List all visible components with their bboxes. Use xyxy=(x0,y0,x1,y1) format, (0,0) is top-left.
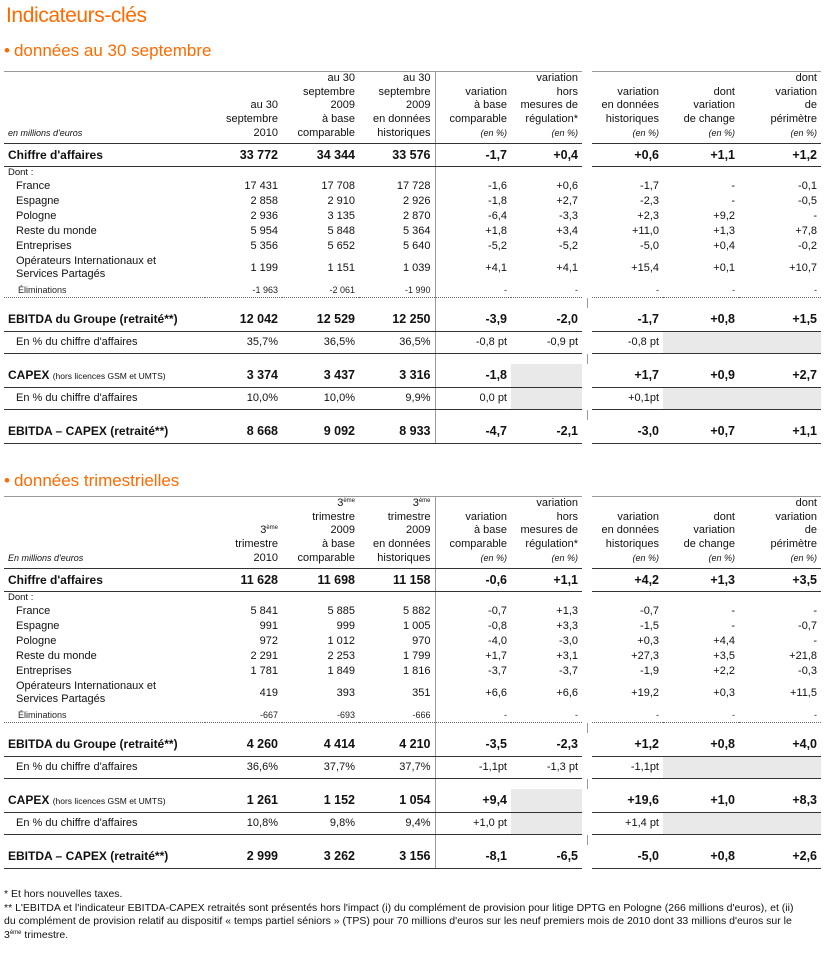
cell-empty xyxy=(739,331,821,353)
cell-value: +4,2 xyxy=(587,568,663,591)
column-header: variation en données historiques (en %) xyxy=(587,72,663,144)
row-label: CAPEX (hors licences GSM et UMTS) xyxy=(4,364,205,387)
cell-value: 36,6% xyxy=(205,756,282,778)
cell-value: +0,4 xyxy=(511,143,587,166)
table-header xyxy=(4,497,821,569)
cell-value: +1,4 pt xyxy=(587,812,663,834)
row-label: Reste du monde xyxy=(16,649,97,662)
cell-value: +0,8 xyxy=(663,308,739,331)
cell-value: +4,1 xyxy=(435,253,511,283)
cell-value: 36,5% xyxy=(359,331,435,353)
cell-value: -1,8 xyxy=(435,364,511,387)
cell-empty xyxy=(663,812,739,834)
cell-value: 9,9% xyxy=(359,387,435,409)
cell-value: +15,4 xyxy=(587,253,663,283)
cell-value: +3,5 xyxy=(739,568,821,591)
eliminations-row xyxy=(4,708,821,722)
capex-pct-row xyxy=(4,387,821,409)
cell-value: +1,3 xyxy=(511,603,587,618)
cell-value: 2 253 xyxy=(327,649,355,662)
row-label: En % du chiffre d'affaires xyxy=(4,331,205,353)
column-header: au 30 septembre 2009 à base comparable xyxy=(282,72,359,144)
capex-pct-row xyxy=(4,812,821,834)
cell-value: - xyxy=(739,708,821,722)
cell-value: - xyxy=(813,209,817,222)
cell-value: +0,6 xyxy=(587,143,663,166)
cell-value: -4,0 xyxy=(435,633,511,648)
cell-value: 37,7% xyxy=(359,756,435,778)
cell-value: 10,8% xyxy=(205,812,282,834)
cell-value: -3,7 xyxy=(435,663,511,678)
cell-empty xyxy=(739,756,821,778)
cell-value: +9,2 xyxy=(713,209,735,222)
row-label: Pologne xyxy=(16,634,57,647)
cell-value: - xyxy=(511,283,587,297)
cell-value: 3 374 xyxy=(205,364,282,387)
row-label: Pologne xyxy=(16,209,57,222)
cell-value: 1 799 xyxy=(402,649,431,662)
cell-value: - xyxy=(435,283,511,297)
cell-value: -0,7 xyxy=(587,603,663,618)
cell-value: 5 882 xyxy=(402,604,431,617)
detail-row xyxy=(4,208,821,223)
cell-value: 10,0% xyxy=(205,387,282,409)
row-label: Chiffre d'affaires xyxy=(4,143,205,166)
cell-value: -3,0 xyxy=(587,420,663,443)
cell-value: +4,4 xyxy=(713,634,735,647)
ebitda-row xyxy=(4,308,821,331)
detail-row xyxy=(4,648,821,663)
cell-value: +1,0 xyxy=(663,789,739,812)
cell-value: +0,1pt xyxy=(587,387,663,409)
cell-value: 2 999 xyxy=(205,845,282,868)
cell-value: 4 210 xyxy=(359,733,435,756)
row-label: Éliminations xyxy=(4,708,205,722)
cell-empty xyxy=(663,331,739,353)
cell-value: +19,6 xyxy=(587,789,663,812)
cell-value xyxy=(511,789,587,812)
cell-empty xyxy=(739,812,821,834)
cell-value: -0,8 xyxy=(435,618,511,633)
cell-value: 3 316 xyxy=(359,364,435,387)
ebitda-capex-row xyxy=(4,420,821,443)
cell-value: +19,2 xyxy=(587,678,663,708)
cell-value: 12 042 xyxy=(205,308,282,331)
cell-value: -4,7 xyxy=(435,420,511,443)
detail-row xyxy=(4,603,821,618)
cell-value: 8 933 xyxy=(359,420,435,443)
row-label: France xyxy=(16,604,51,617)
row-label: EBITDA du Groupe (retraité**) xyxy=(4,733,205,756)
cell-value: -1,9 xyxy=(587,663,663,678)
cell-value: 12 529 xyxy=(282,308,359,331)
cell-value: 2 870 xyxy=(402,209,431,222)
cell-value: +4,1 xyxy=(511,253,587,283)
capex-row xyxy=(4,364,821,387)
cell-value: +7,8 xyxy=(795,224,817,237)
cell-value: -1,3 pt xyxy=(511,756,587,778)
revenue-row xyxy=(4,143,821,166)
cell-value: 351 xyxy=(412,686,431,699)
cell-value xyxy=(511,812,587,834)
cell-value: +1,7 xyxy=(435,648,511,663)
cell-value: 3 437 xyxy=(282,364,359,387)
ebitda-pct-row xyxy=(4,756,821,778)
cell-value: +10,7 xyxy=(789,261,817,274)
cell-value: -1 963 xyxy=(205,283,282,297)
cell-value: 970 xyxy=(412,634,431,647)
row-label: Opérateurs Internationaux et Services Partagés xyxy=(16,255,157,281)
detail-row xyxy=(4,663,821,678)
cell-value: -3,5 xyxy=(435,733,511,756)
cell-value: 33 772 xyxy=(205,143,282,166)
row-label: Entreprises xyxy=(16,664,72,677)
cell-value: +1,3 xyxy=(713,224,735,237)
cell-value: 5 640 xyxy=(402,239,431,252)
cell-value: 3 262 xyxy=(282,845,359,868)
cell-value: - xyxy=(739,283,821,297)
cell-value: -667 xyxy=(205,708,282,722)
cell-value: - xyxy=(813,604,817,617)
cell-value: 17 728 xyxy=(396,179,431,192)
capex-row xyxy=(4,789,821,812)
row-label: Entreprises xyxy=(16,239,72,252)
cell-value: -0,6 xyxy=(435,568,511,591)
cell-value: - xyxy=(663,708,739,722)
cell-value: -0,9 pt xyxy=(511,331,587,353)
cell-value: +2,2 xyxy=(713,664,735,677)
cell-value: 9 092 xyxy=(282,420,359,443)
row-label: EBITDA du Groupe (retraité**) xyxy=(4,308,205,331)
page-title: Indicateurs-clés xyxy=(6,4,147,27)
detail-row xyxy=(4,618,821,633)
cell-value: 972 xyxy=(259,634,278,647)
cell-value: -1,7 xyxy=(435,143,511,166)
cell-value: -666 xyxy=(359,708,435,722)
cell-value: 1 054 xyxy=(359,789,435,812)
cell-value: +3,5 xyxy=(713,649,735,662)
row-label: Opérateurs Internationaux et Services Partagés xyxy=(16,680,157,706)
column-header: au 30 septembre 2009 en données historiques xyxy=(359,72,435,144)
cell-value: +21,8 xyxy=(789,649,817,662)
cell-value: - xyxy=(813,634,817,647)
ebitda-pct-row xyxy=(4,331,821,353)
cell-value: -0,5 xyxy=(798,194,817,207)
cell-value: 419 xyxy=(259,686,278,699)
dont-row: Dont : xyxy=(4,591,821,603)
revenue-row xyxy=(4,568,821,591)
cell-value: 1 039 xyxy=(402,261,431,274)
cell-value: +0,1 xyxy=(713,261,735,274)
cell-value: 5 848 xyxy=(327,224,355,237)
cell-value: 36,5% xyxy=(282,331,359,353)
cell-value: -2,3 xyxy=(587,193,663,208)
cell-value: +1,1 xyxy=(739,420,821,443)
operators-row xyxy=(4,253,821,283)
cell-value: -5,0 xyxy=(587,238,663,253)
cell-value: 1 152 xyxy=(282,789,359,812)
eliminations-row xyxy=(4,283,821,297)
cell-value: 9,4% xyxy=(359,812,435,834)
cell-value: - xyxy=(731,194,735,207)
ebitda-capex-row xyxy=(4,845,821,868)
cell-value: 34 344 xyxy=(282,143,359,166)
cell-value: 5 954 xyxy=(250,224,278,237)
row-label: EBITDA – CAPEX (retraité**) xyxy=(4,845,205,868)
cell-value: 1 849 xyxy=(327,664,355,677)
cell-value: 9,8% xyxy=(282,812,359,834)
cell-value: -1,7 xyxy=(587,178,663,193)
cell-value: -0,3 xyxy=(798,664,817,677)
row-label: CAPEX (hors licences GSM et UMTS) xyxy=(4,789,205,812)
row-label: Espagne xyxy=(16,194,60,207)
cell-value: -3,0 xyxy=(511,633,587,648)
cell-value: +1,7 xyxy=(587,364,663,387)
column-header: variation à base comparable (en %) xyxy=(435,72,511,144)
cell-value: +1,3 xyxy=(663,568,739,591)
column-header: au 30 septembre 2010 xyxy=(205,72,282,144)
cell-value: 2 858 xyxy=(250,194,278,207)
cell-value: -0,2 xyxy=(798,239,817,252)
cell-value: +2,3 xyxy=(587,208,663,223)
cell-value: 4 260 xyxy=(205,733,282,756)
cell-value xyxy=(511,364,587,387)
cell-value: +6,6 xyxy=(435,678,511,708)
cell-value: 1 151 xyxy=(327,261,355,274)
cell-value: 2 936 xyxy=(250,209,278,222)
cell-value: - xyxy=(731,619,735,632)
cell-value: +2,7 xyxy=(511,193,587,208)
row-label: EBITDA – CAPEX (retraité**) xyxy=(4,420,205,443)
cell-value: +1,2 xyxy=(739,143,821,166)
cell-value: +0,7 xyxy=(663,420,739,443)
cell-value: 1 012 xyxy=(327,634,355,647)
cell-value: 1 816 xyxy=(402,664,431,677)
cell-value: 17 708 xyxy=(321,179,355,192)
table-header xyxy=(4,72,821,144)
cell-value: -3,7 xyxy=(511,663,587,678)
footnotes xyxy=(4,888,804,942)
column-header: variation en données historiques (en %) xyxy=(587,497,663,569)
cell-value: 11 698 xyxy=(282,568,359,591)
cell-value: 5 841 xyxy=(250,604,278,617)
cell-value: -0,8 pt xyxy=(587,331,663,353)
detail-row xyxy=(4,178,821,193)
cell-value: 5 364 xyxy=(402,224,431,237)
cell-value: +0,4 xyxy=(713,239,735,252)
cell-value: 999 xyxy=(336,619,355,632)
cell-value: 11 628 xyxy=(205,568,282,591)
cell-value: +1,0 pt xyxy=(435,812,511,834)
cell-value: 5 652 xyxy=(327,239,355,252)
cell-value: +2,6 xyxy=(739,845,821,868)
cell-value: -5,2 xyxy=(435,238,511,253)
cell-value: -5,2 xyxy=(511,238,587,253)
cell-value: -3,9 xyxy=(435,308,511,331)
footnote-1: * Et hors nouvelles taxes. xyxy=(4,888,123,900)
cell-value: 0,0 pt xyxy=(435,387,511,409)
column-header: 3ème trimestre 2010 xyxy=(205,497,282,569)
cell-value: 1 781 xyxy=(250,664,278,677)
column-header: variation hors mesures de régulation* (en %) xyxy=(511,72,587,144)
detail-row xyxy=(4,223,821,238)
units-label: en millions d'euros xyxy=(4,72,205,144)
row-label: En % du chiffre d'affaires xyxy=(4,812,205,834)
cell-value: +1,1 xyxy=(663,143,739,166)
detail-row xyxy=(4,633,821,648)
column-header: dont variation de périmètre (en %) xyxy=(739,72,821,144)
cell-value: -8,1 xyxy=(435,845,511,868)
row-label: Reste du monde xyxy=(16,224,97,237)
cell-value: 8 668 xyxy=(205,420,282,443)
row-label: En % du chiffre d'affaires xyxy=(4,387,205,409)
cell-value: 10,0% xyxy=(282,387,359,409)
cell-value: -1 990 xyxy=(359,283,435,297)
cell-value: -2 061 xyxy=(282,283,359,297)
row-label: Chiffre d'affaires xyxy=(4,568,205,591)
table-annual xyxy=(4,71,821,444)
cell-value: +0,9 xyxy=(663,364,739,387)
cell-value: +1,8 xyxy=(435,223,511,238)
cell-value: +2,7 xyxy=(739,364,821,387)
cell-value: 2 926 xyxy=(402,194,431,207)
cell-value: -1,6 xyxy=(435,178,511,193)
cell-value: +27,3 xyxy=(587,648,663,663)
row-label: Espagne xyxy=(16,619,60,632)
column-header: dont variation de change (en %) xyxy=(663,497,739,569)
cell-value: 2 910 xyxy=(327,194,355,207)
cell-value: -1,7 xyxy=(587,308,663,331)
cell-value: 1 261 xyxy=(205,789,282,812)
cell-value: -0,1 xyxy=(798,179,817,192)
dont-row: Dont : xyxy=(4,166,821,178)
column-header: dont variation de périmètre (en %) xyxy=(739,497,821,569)
cell-value: - xyxy=(587,708,663,722)
cell-value: - xyxy=(731,179,735,192)
row-label: France xyxy=(16,179,51,192)
cell-value: -6,4 xyxy=(435,208,511,223)
table-quarterly xyxy=(4,496,821,869)
cell-value: -1,8 xyxy=(435,193,511,208)
cell-value: 5 885 xyxy=(327,604,355,617)
cell-value: - xyxy=(435,708,511,722)
cell-value: 1 199 xyxy=(250,261,278,274)
cell-value: - xyxy=(587,283,663,297)
cell-value: -693 xyxy=(282,708,359,722)
cell-value: +0,3 xyxy=(587,633,663,648)
cell-value: -2,0 xyxy=(511,308,587,331)
row-label: Éliminations xyxy=(4,283,205,297)
cell-value: -0,8 pt xyxy=(435,331,511,353)
cell-value: 3 156 xyxy=(359,845,435,868)
cell-value: - xyxy=(663,283,739,297)
cell-value: 11 158 xyxy=(359,568,435,591)
row-label: En % du chiffre d'affaires xyxy=(4,756,205,778)
cell-value: +0,3 xyxy=(713,686,735,699)
cell-value: -2,1 xyxy=(511,420,587,443)
column-header: 3ème trimestre 2009 en données historiques xyxy=(359,497,435,569)
cell-value: +0,6 xyxy=(511,178,587,193)
cell-value: 17 431 xyxy=(244,179,278,192)
cell-value: -5,0 xyxy=(587,845,663,868)
cell-value: 37,7% xyxy=(282,756,359,778)
cell-value: -1,1pt xyxy=(435,756,511,778)
column-header: 3ème trimestre 2009 à base comparable xyxy=(282,497,359,569)
cell-value: 12 250 xyxy=(359,308,435,331)
cell-value: -6,5 xyxy=(511,845,587,868)
column-header: variation à base comparable (en %) xyxy=(435,497,511,569)
cell-value: 35,7% xyxy=(205,331,282,353)
cell-value: -2,3 xyxy=(511,733,587,756)
section-title-quarterly: • données trimestrielles xyxy=(4,471,180,490)
cell-value: +0,8 xyxy=(663,845,739,868)
cell-value: +1,2 xyxy=(587,733,663,756)
section-title-annual: • données au 30 septembre xyxy=(4,41,212,60)
cell-value: +1,1 xyxy=(511,568,587,591)
cell-value: 5 356 xyxy=(250,239,278,252)
cell-empty xyxy=(739,387,821,409)
footnote-2: ** L'EBITDA et l'indicateur EBITDA-CAPEX retraités sont présentés hors l'impact (i) du complément de provision pour litige DPTG en Pologne (266 millions d'euros), et (ii) du complément de provision relatif au dispositif « temps partiel séniors » (TPS) pour 70 millions d'euros sur les neuf premiers mois de 2010 dont 33 millions d'euros sur le 3ème trimestre. xyxy=(4,901,794,941)
cell-value xyxy=(511,387,587,409)
cell-empty xyxy=(663,756,739,778)
cell-value: - xyxy=(731,604,735,617)
cell-value: 33 576 xyxy=(359,143,435,166)
cell-value: 393 xyxy=(336,686,355,699)
cell-value: +6,6 xyxy=(511,678,587,708)
cell-value: +11,5 xyxy=(789,686,817,699)
column-header: variation hors mesures de régulation* (en %) xyxy=(511,497,587,569)
units-label: En millions d'euros xyxy=(4,497,205,569)
cell-value: +11,0 xyxy=(587,223,663,238)
detail-row xyxy=(4,193,821,208)
cell-value: - xyxy=(511,708,587,722)
cell-value: +3,3 xyxy=(511,618,587,633)
cell-empty xyxy=(663,387,739,409)
cell-value: 991 xyxy=(259,619,278,632)
column-header: dont variation de change (en %) xyxy=(663,72,739,144)
cell-value: +8,3 xyxy=(739,789,821,812)
cell-value: -1,5 xyxy=(587,618,663,633)
cell-value: +0,8 xyxy=(663,733,739,756)
ebitda-row xyxy=(4,733,821,756)
cell-value: +3,1 xyxy=(511,648,587,663)
cell-value: +1,5 xyxy=(739,308,821,331)
cell-value: -0,7 xyxy=(798,619,817,632)
cell-value: -1,1pt xyxy=(587,756,663,778)
cell-value: +3,4 xyxy=(511,223,587,238)
cell-value: +9,4 xyxy=(435,789,511,812)
cell-value: +4,0 xyxy=(739,733,821,756)
cell-value: 2 291 xyxy=(250,649,278,662)
cell-value: 1 005 xyxy=(402,619,431,632)
cell-value: 3 135 xyxy=(327,209,355,222)
detail-row xyxy=(4,238,821,253)
cell-value: -3,3 xyxy=(511,208,587,223)
cell-value: -0,7 xyxy=(435,603,511,618)
operators-row xyxy=(4,678,821,708)
cell-value: 4 414 xyxy=(282,733,359,756)
